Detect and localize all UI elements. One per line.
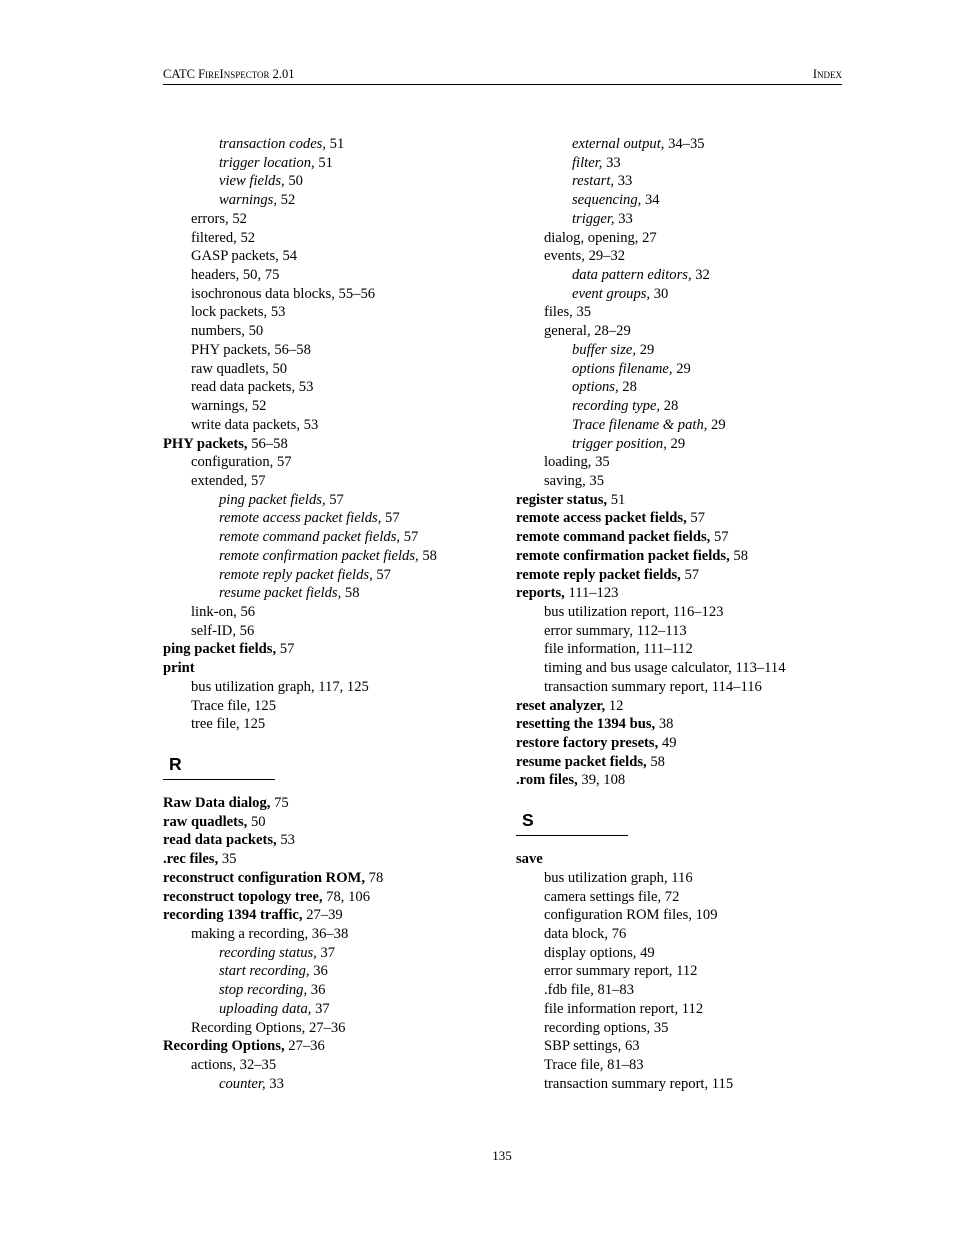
index-entry [163,888,503,907]
index-page-refs[interactable]: 112 [676,963,698,980]
index-term: saving, [544,472,586,489]
index-term: GASP packets, [191,248,279,265]
section-rule [163,779,275,780]
index-page-refs[interactable]: 58 [733,547,748,564]
index-entry [516,888,846,907]
index-page-refs[interactable]: 57 [329,491,344,508]
index-term: loading, [544,454,592,471]
index-page-refs[interactable]: 49 [661,735,677,751]
index-term: remote confirmation packet fields, [516,547,730,564]
index-page-refs[interactable]: 116 [671,869,693,886]
index-term: raw quadlets, [191,360,269,377]
index-page-refs[interactable]: 58 [344,585,360,602]
index-page-refs[interactable]: 52 [240,229,256,246]
index-entry [163,360,503,379]
index-entry [163,135,503,154]
index-term: headers, [191,267,240,284]
index-page-refs[interactable]: 29 [639,341,655,358]
index-page-refs[interactable]: 117, 125 [318,678,369,695]
index-term: file information, [544,641,640,658]
index-page-refs[interactable]: 51 [318,154,333,171]
index-entry [516,378,846,397]
index-page-refs[interactable]: 35 [221,851,237,868]
index-term: isochronous data blocks, [191,285,335,302]
index-page-refs[interactable]: 27–36 [308,1019,346,1036]
index-page-refs[interactable]: 53 [270,304,286,321]
index-page-refs[interactable]: 58 [650,753,665,770]
index-page-refs[interactable]: 27–39 [306,907,343,924]
index-term: remote reply packet fields, [516,566,681,583]
index-entry [516,566,846,585]
index-entry [516,1037,846,1056]
index-entry [516,1019,846,1038]
index-section-heading [163,734,503,794]
index-entry [516,1000,846,1019]
index-term: restore factory presets, [516,735,659,751]
index-page-refs[interactable]: 116–123 [672,603,724,620]
index-page-refs[interactable]: 57 [279,641,295,658]
index-page-refs[interactable]: 37 [320,944,336,961]
index-page-refs[interactable]: 111–112 [643,641,693,658]
index-entry [516,322,846,341]
index-page-refs[interactable]: 53 [280,832,295,849]
index-page-refs[interactable]: 36–38 [311,926,349,943]
index-page-refs[interactable]: 51 [610,491,626,508]
index-entry [163,813,503,832]
index-term: read data packets, [191,379,296,396]
index-page-refs[interactable]: 56 [239,622,255,639]
index-page-refs[interactable]: 56–58 [251,435,288,452]
index-page-refs[interactable]: 57 [690,510,705,527]
index-page-refs[interactable]: 30 [653,285,669,302]
index-page-refs[interactable]: 34 [644,192,660,209]
index-page-refs[interactable]: 109 [695,907,718,924]
index-term: remote command packet fields, [516,529,711,546]
index-entry [516,1075,846,1094]
index-entry [516,285,846,304]
index-page-refs[interactable]: 53 [298,379,314,396]
index-term: trigger, [572,210,615,227]
index-entry [163,715,503,734]
index-entry [163,678,503,697]
index-term: ping packet fields, [163,641,277,658]
index-page-refs[interactable]: 27 [642,229,657,246]
index-term: resetting the 1394 bus, [516,716,656,733]
index-page-refs[interactable]: 37 [315,1000,330,1017]
index-page-refs[interactable]: 50 [250,813,266,830]
index-term: filtered, [191,229,237,246]
index-page-refs[interactable]: 57 [376,566,391,583]
index-page-refs[interactable]: 114–116 [711,678,762,695]
index-page-refs[interactable]: 49 [640,944,655,961]
index-entry [516,962,846,981]
index-entry [516,172,846,191]
header-section: Index [812,67,842,81]
index-term: buffer size, [572,341,637,358]
index-page-refs[interactable]: 57 [250,472,266,489]
index-term: Raw Data dialog, [163,795,271,811]
index-entry [163,603,503,622]
index-term: .rom files, [516,772,578,789]
index-entry [163,584,503,603]
index-entry [516,435,846,454]
index-page-refs[interactable]: 29 [676,360,691,377]
index-term: events, [544,248,585,265]
index-term: restart, [572,173,615,190]
index-term: recording 1394 traffic, [163,907,303,924]
index-page-refs[interactable]: 63 [624,1038,640,1055]
index-entry [163,528,503,547]
index-term: reset analyzer, [516,697,606,714]
index-term: recording type, [572,398,661,415]
index-term: transaction summary report, [544,1075,709,1092]
index-column-right [516,135,846,1094]
index-entry [516,622,846,641]
index-entry [516,472,846,491]
index-term: configuration, [191,454,274,471]
index-entry [516,678,846,697]
index-term: view fields, [219,173,285,190]
index-page-refs[interactable]: 52 [232,210,247,227]
index-term: data pattern editors, [572,267,692,284]
index-page-refs[interactable]: 33 [269,1075,284,1092]
index-entry [163,191,503,210]
index-page-refs[interactable]: 33 [606,154,621,171]
index-entry [516,734,846,753]
index-entry [516,603,846,622]
index-term: remote command packet fields, [219,529,401,546]
index-page-refs[interactable]: 35 [576,304,592,321]
index-term: configuration ROM files, [544,907,692,924]
index-entry [163,925,503,944]
index-page-refs[interactable]: 38 [658,716,674,733]
index-entry [516,491,846,510]
index-page-refs[interactable]: 39, 108 [581,772,626,789]
index-entry [163,322,503,341]
index-page-refs[interactable]: 57 [276,454,292,471]
index-entry [163,622,503,641]
index-term: recording status, [219,944,317,961]
index-term: transaction codes, [219,136,327,152]
index-entry [163,1056,503,1075]
page-number: 135 [492,1148,512,1163]
index-term: event groups, [572,285,651,302]
index-term: PHY packets, [191,341,271,358]
index-page-refs[interactable]: 50 [288,173,303,190]
index-page-refs[interactable]: 28 [622,379,637,396]
index-page-refs[interactable]: 27–36 [288,1038,325,1055]
index-page-refs[interactable]: 34–35 [668,136,705,152]
index-term: actions, [191,1057,236,1074]
index-entry [516,659,846,678]
index-term: Trace file, [191,697,251,714]
index-entry [163,154,503,173]
index-entry [163,303,503,322]
index-term: remote access packet fields, [219,510,382,527]
index-entry [163,1037,503,1056]
index-term: register status, [516,491,608,508]
index-entry [516,771,846,790]
index-page-refs[interactable]: 29–32 [588,248,626,265]
index-entry [163,416,503,435]
index-entry [516,981,846,1000]
index-page-refs[interactable]: 32–35 [239,1057,277,1074]
index-entry [516,416,846,435]
index-entry [163,831,503,850]
index-page-refs[interactable]: 125 [254,697,276,714]
index-page-refs[interactable]: 56–58 [274,341,311,358]
index-entry [163,247,503,266]
index-term: filter, [572,154,603,171]
index-page-refs[interactable]: 50, 75 [242,267,280,284]
index-entry [163,172,503,191]
index-page-refs[interactable]: 33 [617,173,633,190]
index-entry [163,435,503,454]
index-term: trigger location, [219,154,315,171]
index-term: recording options, [544,1019,651,1036]
index-page-refs[interactable]: 55–56 [338,285,376,302]
index-page-refs[interactable]: 53 [303,416,319,433]
index-term: data block, [544,926,609,943]
index-entry [163,1000,503,1019]
index-entry [163,794,503,813]
index-term: making a recording, [191,926,309,943]
index-term: counter, [219,1075,266,1092]
index-term: general, [544,323,591,340]
index-entry [163,453,503,472]
index-page-refs[interactable]: 57 [385,510,400,527]
index-page-refs[interactable]: 57 [684,566,700,583]
index-term: SBP settings, [544,1038,622,1055]
index-term: remote confirmation packet fields, [219,547,419,564]
index-page-refs[interactable]: 81–83 [597,982,634,999]
index-entry [516,303,846,322]
index-entry [163,229,503,248]
index-page-refs[interactable]: 76 [611,926,627,943]
index-entry [163,869,503,888]
index-page-refs[interactable]: 52 [251,398,267,415]
index-entry [516,906,846,925]
index-page-refs[interactable]: 78 [368,869,384,886]
index-term: resume packet fields, [219,585,342,602]
index-entry [163,944,503,963]
section-letter: S [522,810,534,831]
index-term: bus utilization graph, [191,678,315,695]
index-term: trigger position, [572,435,667,452]
index-entry [163,397,503,416]
index-page-refs[interactable]: 28 [663,398,679,415]
index-entry [163,266,503,285]
index-entry [516,229,846,248]
index-entry [516,547,846,566]
index-entry [163,210,503,229]
index-page-refs[interactable]: 36 [313,963,328,980]
index-entry [516,715,846,734]
index-entry [516,191,846,210]
index-page-refs[interactable]: 125 [243,716,266,733]
index-term: dialog, opening, [544,229,639,246]
index-term: resume packet fields, [516,753,647,770]
index-page-refs[interactable]: 75 [274,795,289,811]
index-page-refs[interactable]: 52 [280,192,296,209]
index-term: remote access packet fields, [516,510,687,527]
index-term: files, [544,304,573,321]
index-page-refs[interactable]: 58 [422,547,437,564]
index-page-refs[interactable]: 35 [595,454,610,471]
index-term: errors, [191,210,229,227]
index-term: external output, [572,136,665,152]
index-page-refs[interactable]: 57 [713,529,729,546]
index-term: reconstruct configuration ROM, [163,869,365,886]
index-entry [516,154,846,173]
index-entry [516,1056,846,1075]
index-term: options filename, [572,360,673,377]
index-entry [163,962,503,981]
index-entry [163,1019,503,1038]
index-entry [516,925,846,944]
index-term: self-ID, [191,622,236,639]
index-entry [163,378,503,397]
section-rule [516,835,628,836]
index-entry [516,509,846,528]
index-term: transaction summary report, [544,678,709,695]
index-page-refs[interactable]: 12 [608,697,624,714]
index-entry [516,869,846,888]
index-entry [163,566,503,585]
index-term: remote reply packet fields, [219,566,373,583]
index-page-refs[interactable]: 112 [681,1000,704,1017]
running-header [163,66,842,85]
index-term: tree file, [191,716,240,733]
index-term: ping packet fields, [219,491,326,508]
index-entry [163,547,503,566]
index-entry [163,640,503,659]
index-term: bus utilization graph, [544,869,668,886]
index-entry [516,397,846,416]
index-page-refs[interactable]: 50 [248,323,264,340]
index-entry [163,491,503,510]
section-letter: R [169,754,182,774]
index-section-heading [516,790,846,850]
index-term: file information report, [544,1000,679,1017]
index-page-refs[interactable]: 36 [310,982,326,999]
index-entry [516,697,846,716]
index-term: Trace file, [544,1057,604,1074]
index-entry [163,341,503,360]
index-term: Recording Options, [191,1019,306,1036]
index-entry [516,584,846,603]
index-page-refs[interactable]: 54 [282,248,298,265]
index-page-refs[interactable]: 29 [711,416,726,433]
index-term: stop recording, [219,982,308,999]
index-term: reports, [516,585,565,602]
index-term: display options, [544,944,637,961]
index-term: lock packets, [191,304,268,321]
index-entry [163,1075,503,1094]
index-page-refs[interactable]: 57 [403,529,419,546]
index-term: timing and bus usage calculator, [544,660,732,677]
index-term: error summary, [544,622,634,639]
index-term: options, [572,379,619,396]
index-term: Recording Options, [163,1038,285,1055]
index-entry [516,135,846,154]
index-page-refs[interactable]: 81–83 [607,1057,644,1074]
index-page-refs[interactable]: 50 [272,360,288,377]
index-term: uploading data, [219,1000,312,1017]
index-page-refs[interactable]: 33 [618,210,633,227]
index-entry [163,850,503,869]
index-page-refs[interactable]: 28–29 [594,323,631,340]
index-entry [516,753,846,772]
index-entry [516,944,846,963]
index-term: write data packets, [191,416,300,433]
index-page-refs[interactable]: 112–113 [636,622,687,639]
index-term: warnings, [191,398,249,415]
index-term: numbers, [191,323,245,340]
index-term: sequencing, [572,192,642,209]
index-entry [516,341,846,360]
index-term: bus utilization report, [544,603,670,620]
header-title: CATC FireInspector 2.01 [163,67,295,81]
index-entry [163,472,503,491]
index-entry [516,210,846,229]
index-term: start recording, [219,963,310,980]
index-term: read data packets, [163,832,277,849]
index-term: error summary report, [544,963,673,980]
index-term: camera settings file, [544,888,662,905]
index-page-refs[interactable]: 32 [695,267,710,284]
index-page-refs[interactable]: 29 [670,435,686,452]
index-entry [516,453,846,472]
index-entry [516,640,846,659]
index-column-left [163,135,503,1094]
index-page-refs[interactable]: 115 [711,1075,734,1092]
index-term: save [516,851,543,868]
index-term: PHY packets, [163,435,248,452]
index-term: .rec files, [163,851,219,868]
index-page-refs[interactable]: 51 [329,136,345,152]
index-entry [516,528,846,547]
index-term: link-on, [191,603,237,620]
index-term: raw quadlets, [163,813,248,830]
index-term: extended, [191,472,248,489]
index-page-refs[interactable]: 78, 106 [326,888,370,905]
index-page-refs[interactable]: 35 [653,1019,669,1036]
index-page-refs[interactable]: 111–123 [568,585,619,602]
index-page-refs[interactable]: 35 [589,472,605,489]
index-entry [516,850,846,869]
index-entry [163,906,503,925]
index-entry [163,285,503,304]
index-term: print [163,660,195,677]
index-term: Trace filename & path, [572,416,708,433]
index-term: .fdb file, [544,982,594,999]
index-entry [516,360,846,379]
index-entry [163,659,503,678]
index-page-refs[interactable]: 113–114 [735,660,786,677]
index-page-refs[interactable]: 72 [664,888,680,905]
index-term: reconstruct topology tree, [163,888,323,905]
index-entry [163,509,503,528]
index-entry [163,981,503,1000]
index-term: warnings, [219,192,277,209]
index-entry [163,697,503,716]
index-entry [516,247,846,266]
index-entry [516,266,846,285]
index-page-refs[interactable]: 56 [240,603,256,620]
